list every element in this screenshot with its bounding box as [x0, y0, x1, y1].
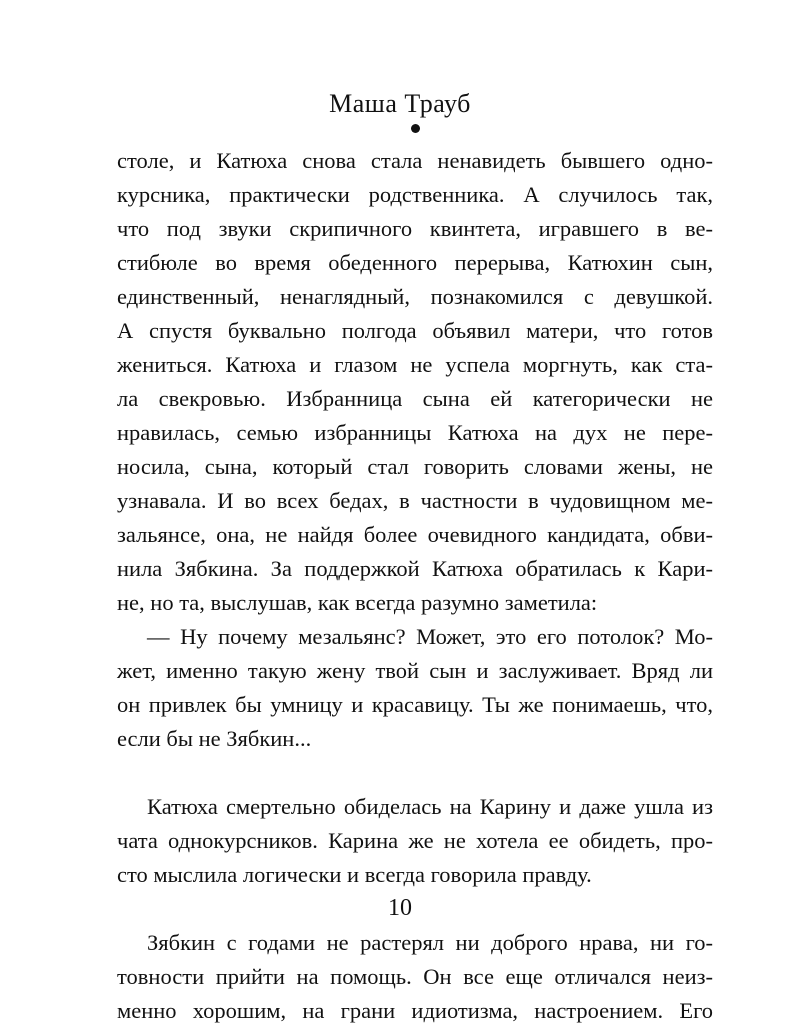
text-line: А спустя буквально полгода объявил матери, что готов	[117, 318, 713, 343]
section-break	[117, 756, 713, 790]
text-line: Зябкин с годами не растерял ни доброго нрава, ни го-	[147, 930, 713, 955]
text-line: нравилась, семью избранницы Катюха на дух не пере-	[117, 420, 713, 445]
text-line: зальянсе, она, не найдя более очевидного кандидата, обви-	[117, 522, 713, 547]
text-line: нила Зябкина. За поддержкой Катюха обратилась к Кари-	[117, 556, 713, 581]
text-line: узнавала. И во всех бедах, в частности в чудовищном ме-	[117, 488, 713, 513]
dialogue-line: жет, именно такую жену твой сын и заслуживает. Вряд ли	[117, 658, 713, 683]
text-line: носила, сына, который стал говорить словами жены, не	[117, 454, 713, 479]
text-line: сто мыслила логически и всегда говорила правду.	[117, 862, 592, 887]
text-line: стибюле во время обеденного перерыва, Катюхин сын,	[117, 250, 713, 275]
dialogue-line: если бы не Зябкин...	[117, 726, 312, 751]
text-line: столе, и Катюха снова стала ненавидеть бывшего одно-	[117, 148, 713, 173]
text-line: что под звуки скрипичного квинтета, игравшего в ве-	[117, 216, 713, 241]
text-line: ла свекровью. Избранница сына ей категорически не	[117, 386, 713, 411]
text-line: единственный, ненаглядный, познакомился с девушкой.	[117, 284, 713, 309]
running-header-author: Маша Трауб	[329, 89, 471, 118]
text-line: чата однокурсников. Карина же не хотела ее обидеть, про-	[117, 828, 713, 853]
text-line: менно хорошим, на грани идиотизма, настроением. Его	[117, 998, 713, 1023]
page-number: 10	[388, 895, 412, 921]
dialogue-line: — Ну почему мезальянс? Может, это его потолок? Мо-	[147, 624, 713, 649]
text-line: не, но та, выслушав, как всегда разумно заметила:	[117, 590, 598, 615]
text-line: Катюха смертельно обиделась на Карину и даже ушла из	[147, 794, 713, 819]
text-line: товности прийти на помощь. Он все еще отличался неиз-	[117, 964, 713, 989]
header-bullet-ornament	[411, 124, 420, 133]
dialogue-line: он привлек бы умницу и красавицу. Ты же понимаешь, что,	[117, 692, 713, 717]
text-line: курсника, практически родственника. А случилось так,	[117, 182, 713, 207]
text-line: жениться. Катюха и глазом не успела моргнуть, как ста-	[117, 352, 713, 377]
